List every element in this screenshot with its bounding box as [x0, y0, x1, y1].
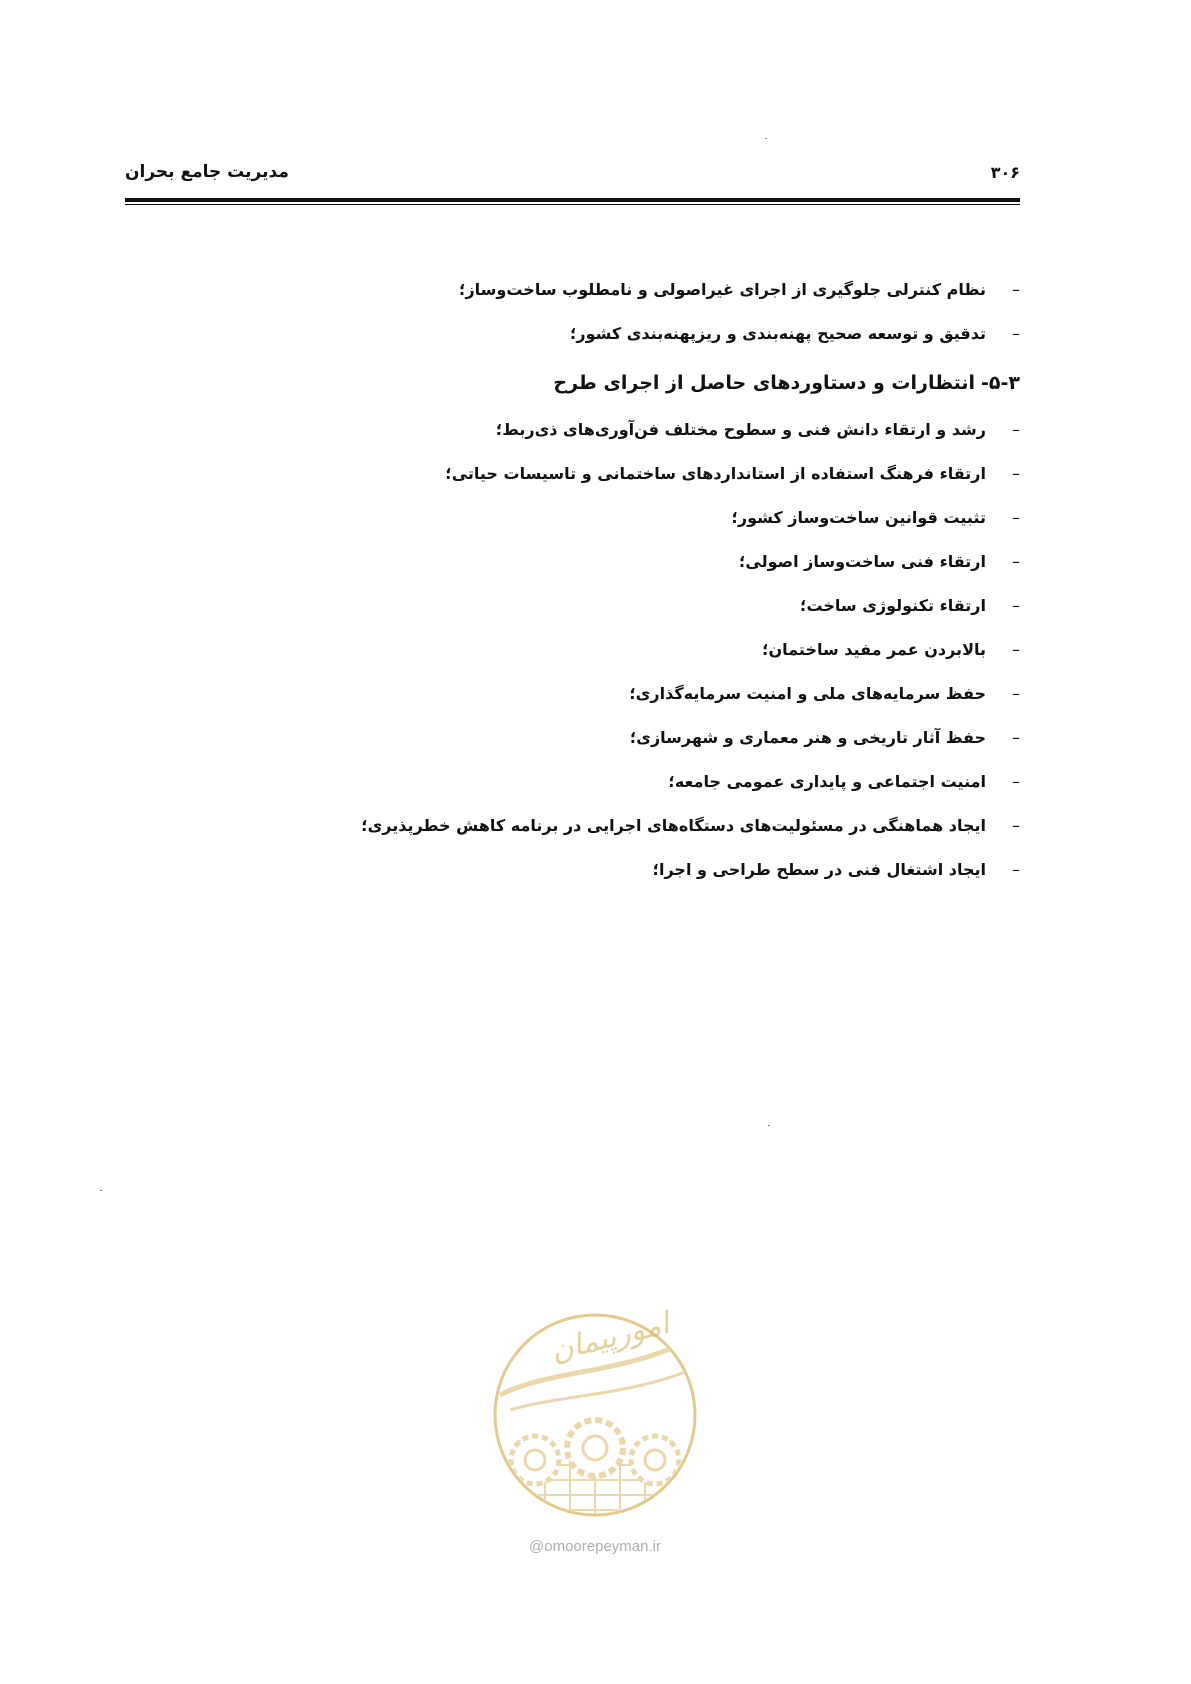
scan-speck [768, 1125, 770, 1126]
list-item [160, 628, 1020, 672]
list-item-text: حفظ آثار تاریخی و هنر معماری و شهرسازی؛ [629, 728, 986, 747]
dash-bullet: – [1012, 816, 1020, 835]
dash-bullet: – [1012, 772, 1020, 791]
list-item-text: حفظ سرمایه‌های ملی و امنیت سرمایه‌گذاری؛ [629, 684, 986, 703]
dash-bullet: – [1012, 552, 1020, 571]
dash-bullet: – [1012, 728, 1020, 747]
list-item-text: ارتقاء تکنولوژی ساخت؛ [800, 596, 986, 615]
list-item [160, 672, 1020, 716]
dash-bullet: – [1012, 860, 1020, 879]
list-item [160, 496, 1020, 540]
dash-bullet: – [1012, 464, 1020, 483]
list-item-text: ایجاد اشتغال فنی در سطح طراحی و اجرا؛ [652, 860, 986, 879]
section-heading [160, 358, 1020, 408]
list-item-text: امنیت اجتماعی و پایداری عمومی جامعه؛ [668, 772, 986, 791]
scan-speck [100, 1190, 102, 1191]
watermark-logo-text: امورپیمان [547, 1305, 673, 1370]
list-item [160, 540, 1020, 584]
list-item [160, 716, 1020, 760]
list-item [160, 760, 1020, 804]
list-item [160, 408, 1020, 452]
list-item [160, 312, 1020, 356]
list-item-text: رشد و ارتقاء دانش فنی و سطوح مختلف فن‌آوری‌های ذی‌ربط؛ [495, 420, 986, 439]
list-item-text: ایجاد هماهنگی در مسئولیت‌های دستگاه‌های اجرایی در برنامه کاهش خطرپذیری؛ [361, 816, 986, 835]
scan-speck [765, 138, 767, 139]
dash-bullet: – [1012, 596, 1020, 615]
list-item [160, 584, 1020, 628]
dash-bullet: – [1012, 684, 1020, 703]
dash-bullet: – [1012, 508, 1020, 527]
running-title: مدیریت جامع بحران [125, 162, 289, 182]
list-item [160, 268, 1020, 312]
section-number: ۵-۳- [981, 372, 1020, 394]
list-item [160, 452, 1020, 496]
page-number: ۳۰۶ [990, 162, 1020, 182]
list-item-text: نظام کنترلی جلوگیری از اجرای غیراصولی و نامطلوب ساخت‌وساز؛ [459, 280, 986, 299]
list-item-text: ارتقاء فنی ساخت‌وساز اصولی؛ [739, 552, 986, 571]
watermark-logo [490, 1300, 710, 1600]
list-item [160, 848, 1020, 892]
dash-bullet: – [1012, 640, 1020, 659]
list-item-text: ارتقاء فرهنگ استفاده از استانداردهای ساختمانی و تاسیسات حیاتی؛ [445, 464, 986, 483]
list-item-text: بالابردن عمر مفید ساختمان؛ [762, 640, 986, 659]
header-rule-thin [125, 204, 1020, 205]
list-item-text: تدقیق و توسعه صحیح پهنه‌بندی و ریزپهنه‌بندی کشور؛ [569, 324, 986, 343]
section-title: انتظارات و دستاوردهای حاصل از اجرای طرح [553, 372, 976, 394]
dash-bullet: – [1012, 280, 1020, 299]
list-item-text: تثبیت قوانین ساخت‌وساز کشور؛ [731, 508, 986, 527]
list-item [160, 804, 1020, 848]
header-rule [125, 198, 1020, 202]
dash-bullet: – [1012, 324, 1020, 343]
page-header [125, 155, 1020, 189]
watermark-handle: @omoorepeyman.ir [529, 1538, 661, 1555]
dash-bullet: – [1012, 420, 1020, 439]
page-body [160, 268, 1020, 892]
